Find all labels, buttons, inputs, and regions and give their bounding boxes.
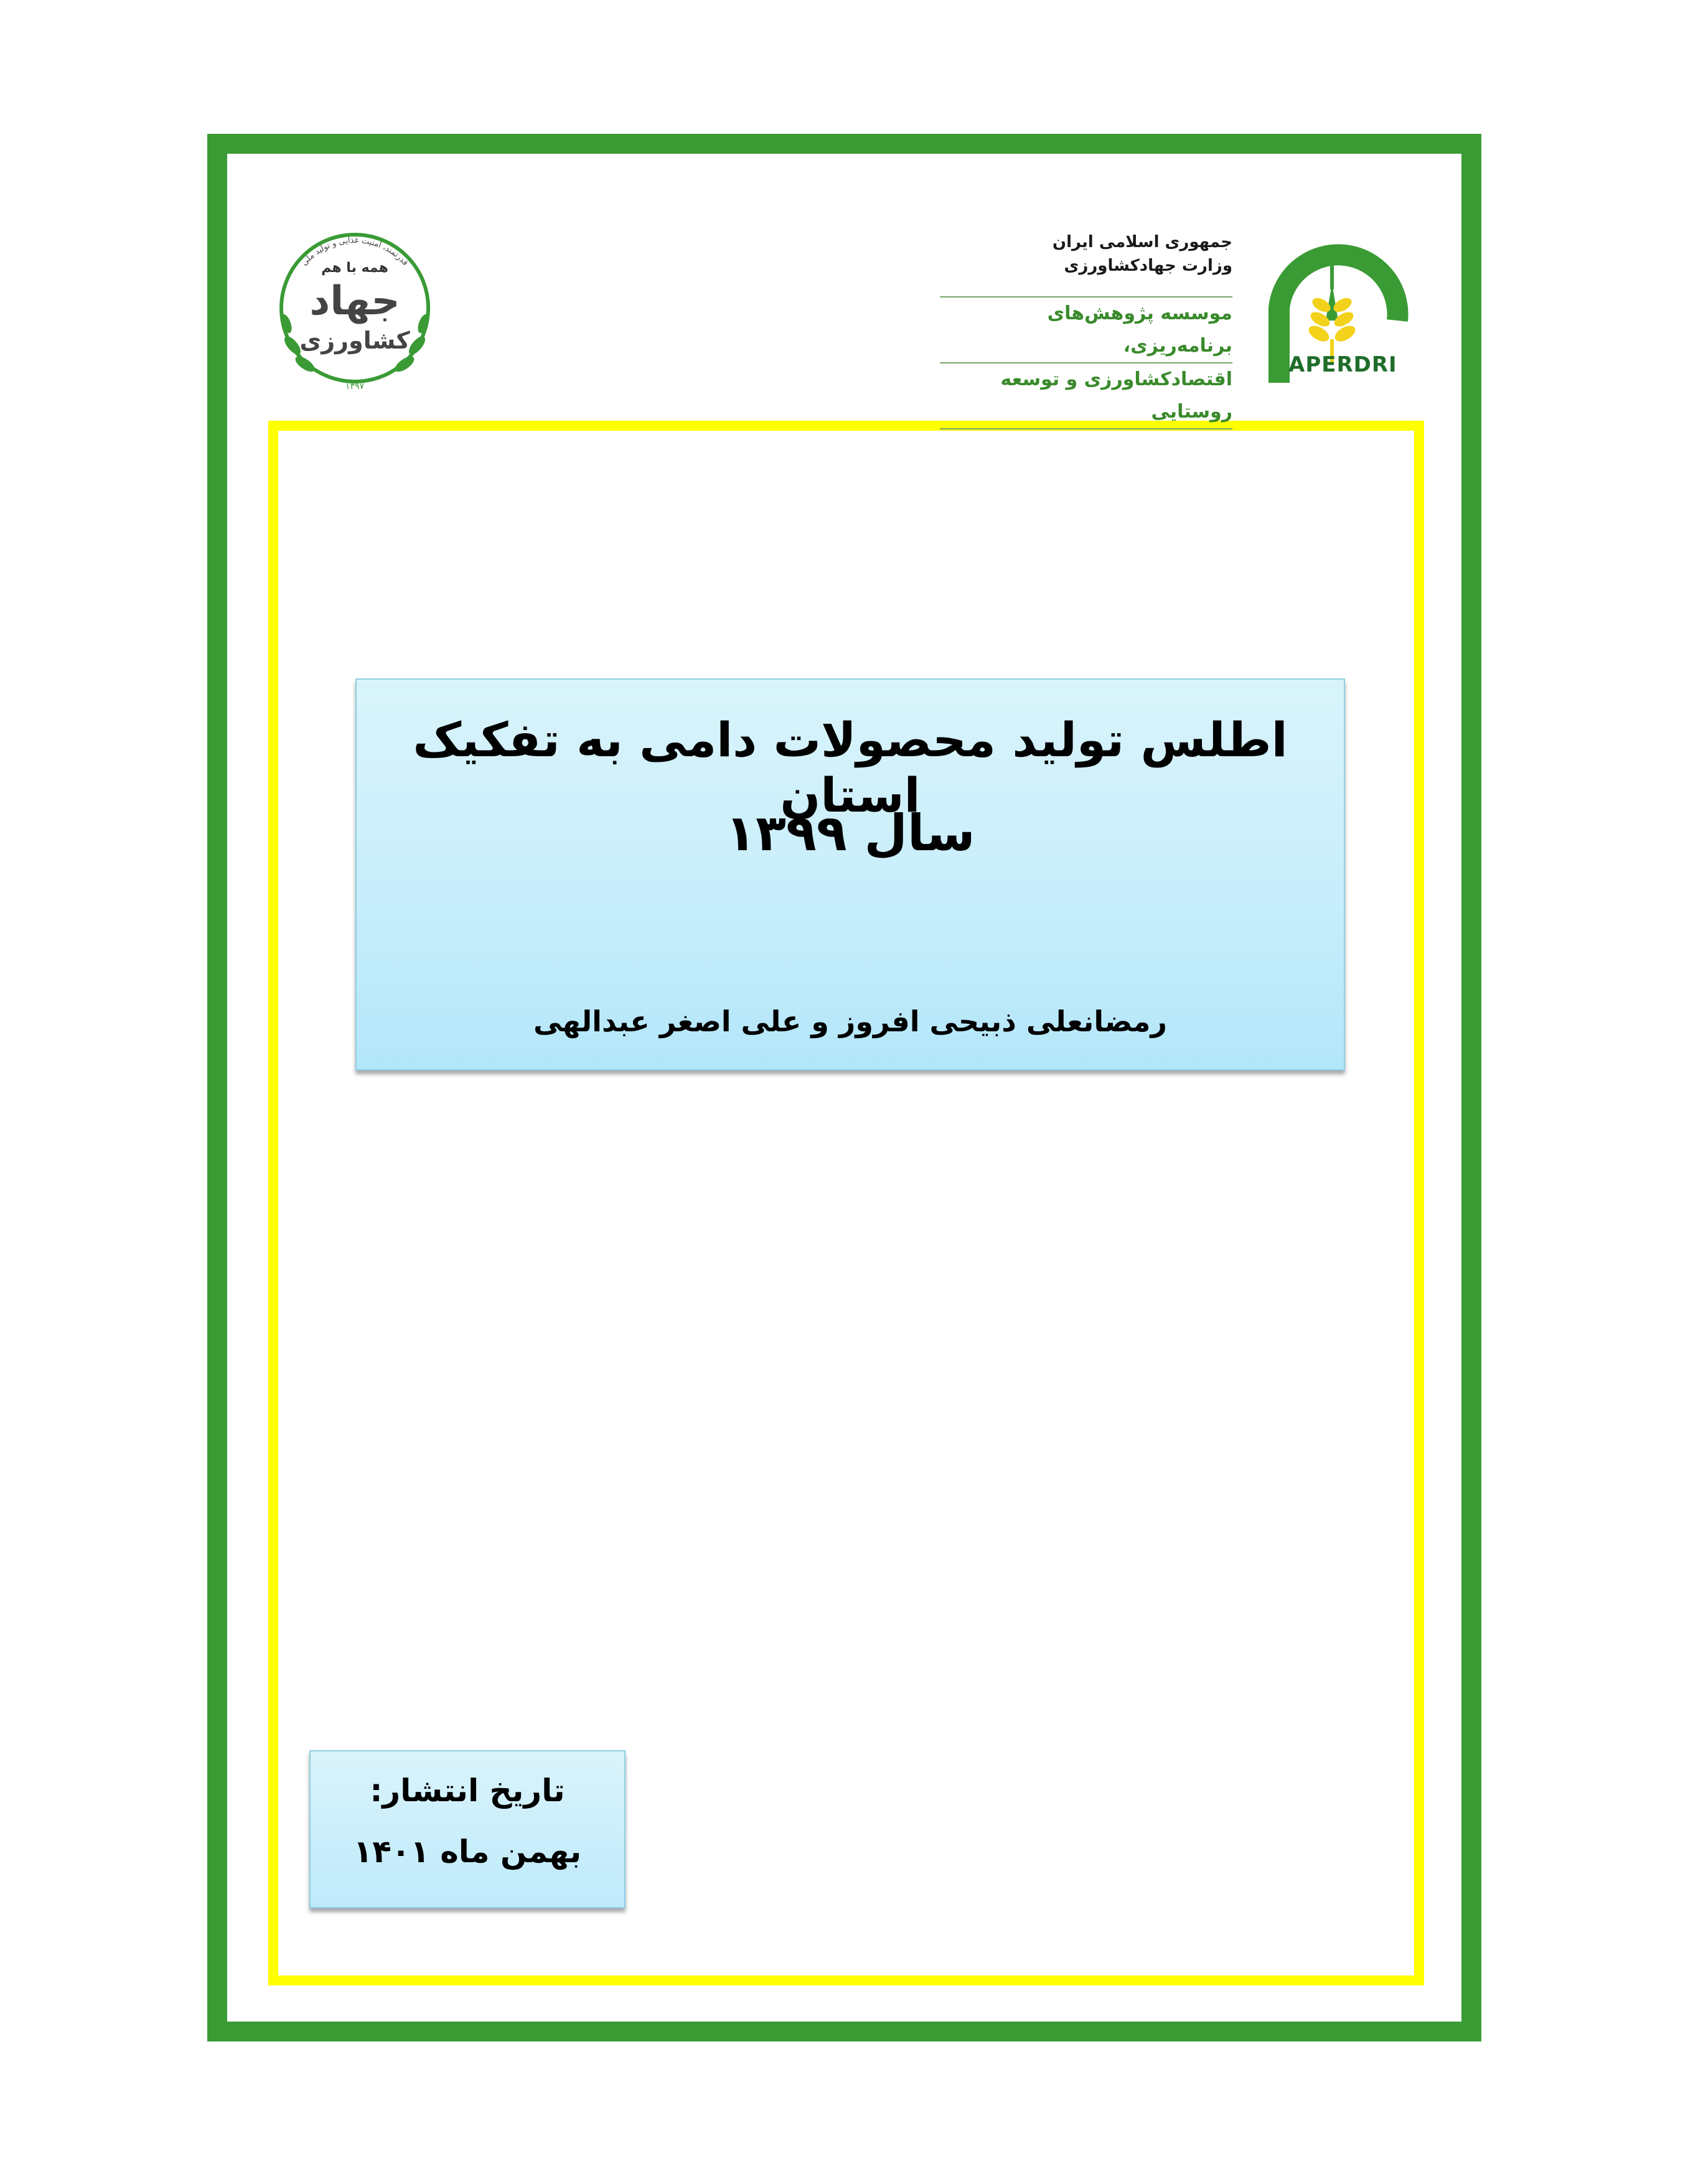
logo-sub-text: کشاورزی <box>299 327 410 354</box>
publication-date-box <box>309 1750 626 1908</box>
document-title: اطلس تولید محصولات دامی به تفکیک استان <box>413 712 1288 823</box>
institute-line-2: اقتصادکشاورزی و توسعه روستایی <box>940 362 1232 429</box>
institute-line-1: موسسه پژوهش‌های برنامه‌ریزی، <box>940 296 1232 362</box>
publication-date: بهمن ماه ۱۴۰۱ <box>353 1834 582 1870</box>
jahad-keshavarzi-logo <box>261 215 448 401</box>
ministry-line-1: جمهوری اسلامی ایران <box>1052 233 1232 251</box>
logo-arc-text: قدرتمند، امنیت غذایی و تولید ملی <box>299 235 410 268</box>
authors: رمضانعلی ذبیحی افروز و علی اصغر عبدالهی <box>533 1005 1167 1038</box>
ministry-header <box>1046 230 1232 278</box>
institute-name <box>940 296 1232 429</box>
logo-top-text: همه با هم <box>321 260 388 276</box>
aperdri-abbr: APERDRI <box>1288 352 1397 377</box>
logo-year: ۱۳۹۷ <box>345 382 365 391</box>
publication-date-label: تاریخ انتشار: <box>370 1773 565 1809</box>
title-box <box>355 678 1345 1071</box>
document-year: سال ۱۳۹۹ <box>725 804 975 862</box>
logo-main-text: جهاد <box>309 278 400 324</box>
ministry-line-2: وزارت جهادکشاورزی <box>1064 256 1232 275</box>
